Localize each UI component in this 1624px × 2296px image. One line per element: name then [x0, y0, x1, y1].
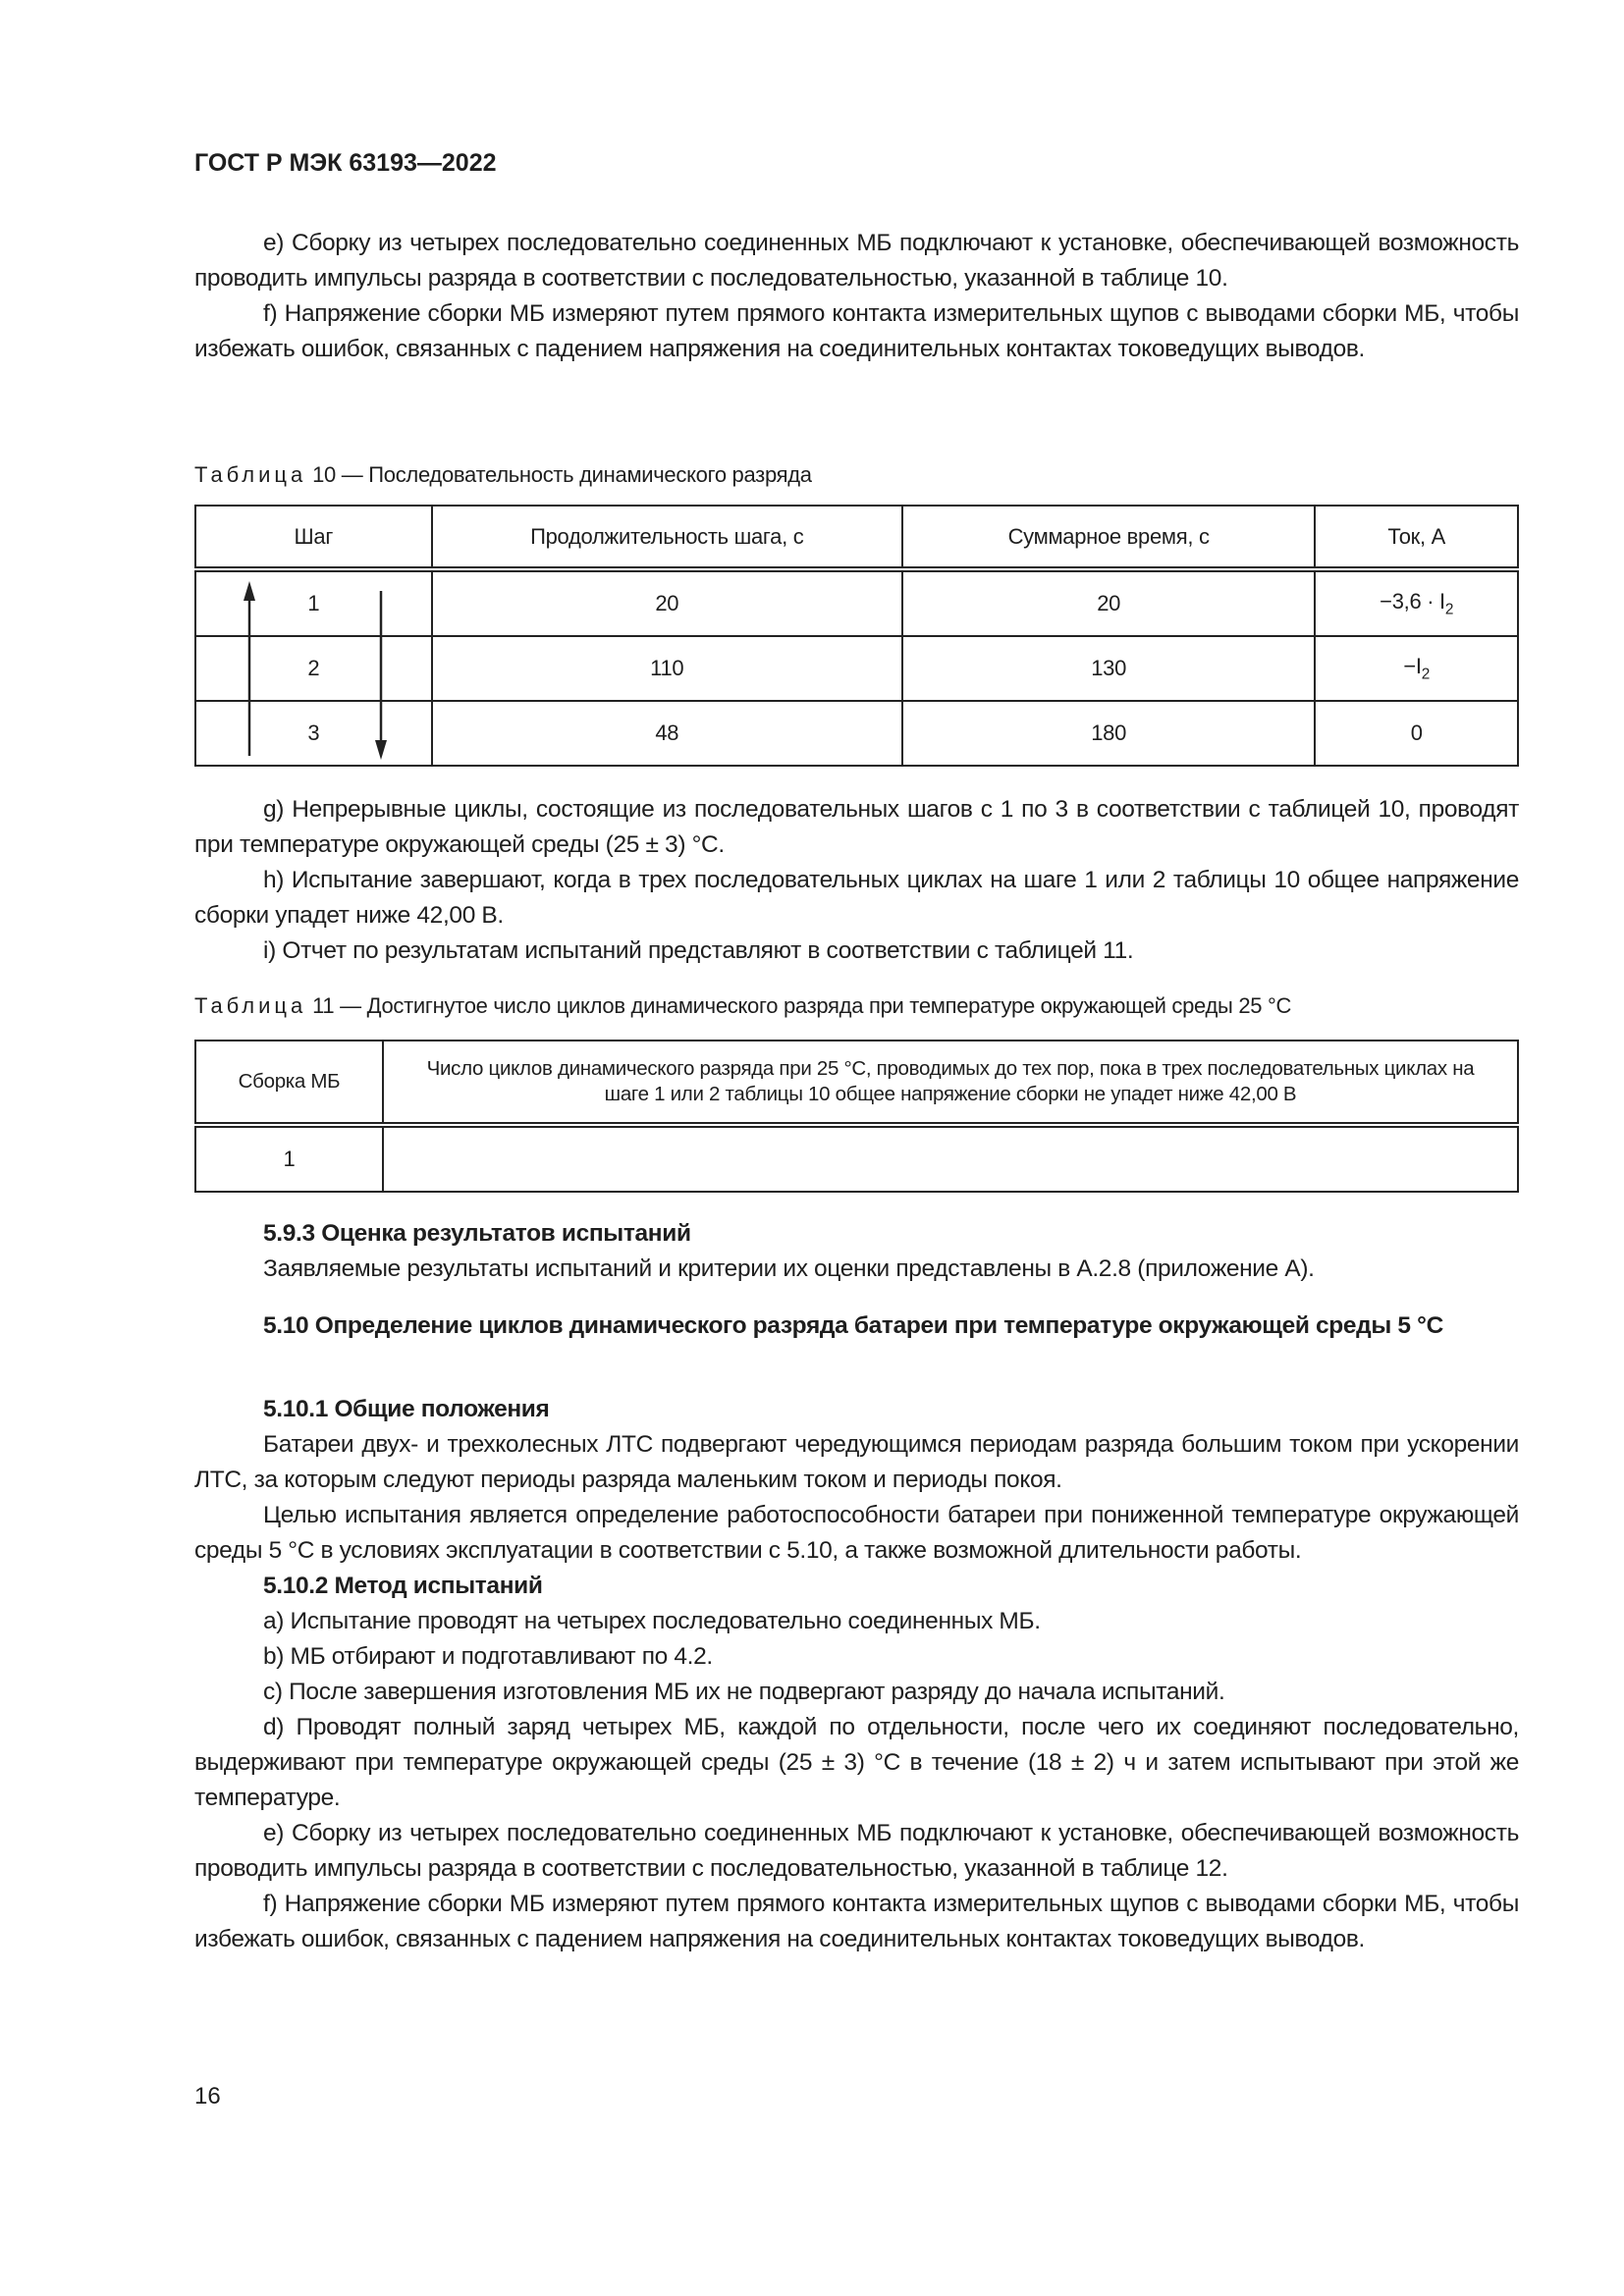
table-header-row: [195, 1041, 1518, 1125]
header-cell: Продолжительность шага, с: [432, 506, 902, 569]
current-value: −3,6 · I: [1380, 588, 1445, 614]
paragraph: b) МБ отбирают и подготавливают по 4.2.: [263, 1643, 713, 1670]
header-cell: Число циклов динамического разряда при 25 °С, проводимых до тех пор, пока в трех последовательных циклах на шаге 1 или 2 таблицы 10 общее напряжение сборки не упадет ниже 42,00 В: [383, 1041, 1518, 1125]
current-subscript: 2: [1421, 666, 1430, 683]
table-10: [194, 505, 1519, 767]
section-heading: 5.10.2 Метод испытаний: [263, 1573, 543, 1599]
cell-duration: 110: [432, 636, 902, 701]
section-heading: 5.9.3 Оценка результатов испытаний: [263, 1220, 691, 1247]
cell-step: 1: [195, 569, 432, 636]
paragraph: g) Непрерывные циклы, состоящие из последовательных шагов с 1 по 3 в соответствии с таблицей 10, проводят при температуре окружающей среды (25 ± 3) °С.: [194, 796, 1519, 858]
paragraph: c) После завершения изготовления МБ их не подвергают разряду до начала испытаний.: [263, 1679, 1225, 1705]
table-row: [195, 569, 1518, 636]
paragraph: f) Напряжение сборки МБ измеряют путем прямого контакта измерительных щупов с выводами сборки МБ, чтобы избежать ошибок, связанных с падением напряжения на соединительных контактах токоведущих выводов.: [194, 1891, 1519, 1952]
current-value: −I: [1403, 653, 1422, 678]
cell-step: 2: [195, 636, 432, 701]
document-header: ГОСТ Р МЭК 63193—2022: [194, 149, 497, 177]
caption-text: 11 — Достигнутое число циклов динамического разряда при температуре окружающей среды 25 °С: [312, 993, 1292, 1018]
header-cell: Ток, А: [1315, 506, 1518, 569]
paragraph: i) Отчет по результатам испытаний представляют в соответствии с таблицей 11.: [263, 937, 1134, 964]
cell-step: 3: [195, 701, 432, 766]
paragraph: e) Сборку из четырех последовательно соединенных МБ подключают к установке, обеспечивающей возможность проводить импульсы разряда в соответствии с последовательностью, указанной в таблице 12.: [194, 1820, 1519, 1882]
paragraph: Батареи двух- и трехколесных ЛТС подвергают чередующимся периодам разряда большим током при ускорении ЛТС, за которым следуют периоды разряда маленьким током и периоды покоя.: [194, 1431, 1519, 1493]
caption-text: 10 — Последовательность динамического разряда: [312, 462, 812, 487]
table11-caption: [194, 993, 1291, 1019]
current-subscript: 2: [1444, 601, 1454, 618]
caption-word: Таблица: [194, 462, 307, 487]
caption-word: Таблица: [194, 993, 307, 1018]
cell-total: 130: [902, 636, 1315, 701]
section-5-10-1: [194, 1392, 1519, 1957]
cell-current: 0: [1315, 701, 1518, 766]
section-heading: 5.10.1 Общие положения: [263, 1396, 550, 1422]
table-row: [195, 636, 1518, 701]
cell-cycles: [383, 1125, 1518, 1192]
cell-assembly: 1: [195, 1125, 383, 1192]
cell-duration: 48: [432, 701, 902, 766]
paragraph: f) Напряжение сборки МБ измеряют путем прямого контакта измерительных щупов с выводами сборки МБ, чтобы избежать ошибок, связанных с падением напряжения на соединительных контактах токоведущих выводов.: [194, 300, 1519, 362]
table-header-row: [195, 506, 1518, 569]
table-row: [195, 701, 1518, 766]
paragraph: d) Проводят полный заряд четырех МБ, каждой по отдельности, после чего их соединяют последовательно, выдерживают при температуре окружающей среды (25 ± 3) °С в течение (18 ± 2) ч и затем испытывают при этой же температуре.: [194, 1714, 1519, 1811]
section-5-9-3: [194, 1216, 1519, 1287]
page-number: 16: [194, 2083, 221, 2109]
section-5-10: [194, 1309, 1519, 1342]
paragraphs-g-i: [194, 792, 1519, 969]
section-heading: 5.10 Определение циклов динамического разряда батареи при температуре окружающей среды 5 °С: [263, 1312, 1443, 1339]
cell-total: 20: [902, 569, 1315, 636]
paragraph: Целью испытания является определение работоспособности батареи при пониженной температуре окружающей среды 5 °С в условиях эксплуатации в соответствии с 5.10, а также возможной длительности работы.: [194, 1502, 1519, 1564]
cell-current: [1315, 569, 1518, 636]
table10-caption: [194, 462, 812, 488]
header-cell: Суммарное время, с: [902, 506, 1315, 569]
table-11: [194, 1040, 1519, 1193]
paragraph: Заявляемые результаты испытаний и критерии их оценки представлены в А.2.8 (приложение А).: [263, 1255, 1315, 1282]
cell-duration: 20: [432, 569, 902, 636]
header-cell: Шаг: [195, 506, 432, 569]
header-cell: Сборка МБ: [195, 1041, 383, 1125]
cell-total: 180: [902, 701, 1315, 766]
cell-current: [1315, 636, 1518, 701]
paragraphs-e-f: [194, 226, 1519, 367]
table-row: [195, 1125, 1518, 1192]
paragraph: e) Сборку из четырех последовательно соединенных МБ подключают к установке, обеспечивающей возможность проводить импульсы разряда в соответствии с последовательностью, указанной в таблице 10.: [194, 230, 1519, 292]
paragraph: a) Испытание проводят на четырех последовательно соединенных МБ.: [263, 1608, 1041, 1634]
paragraph: h) Испытание завершают, когда в трех последовательных циклах на шаге 1 или 2 таблицы 10 общее напряжение сборки упадет ниже 42,00 В.: [194, 867, 1519, 929]
